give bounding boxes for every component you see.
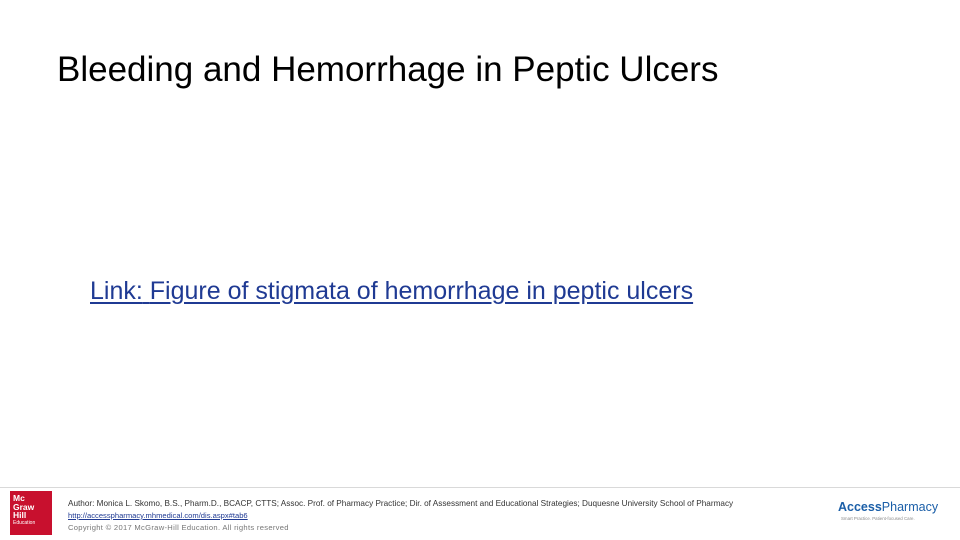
link-text[interactable]: Figure of stigmata of hemorrhage in peptic ulcers: [149, 277, 694, 305]
logo-line-1: Mc: [13, 493, 25, 503]
slide-title: Bleeding and Hemorrhage in Peptic Ulcers: [57, 50, 719, 89]
logo-line-3: Hill: [13, 510, 27, 521]
footer-author-credit: Author: Monica L. Skomo, B.S., Pharm.D., BCACP, CTTS; Assoc. Prof. of Pharmacy Practice; Dir. of Assessment and Educational Strategies; Duquesne University School of Pharmacy: [68, 499, 734, 508]
access-pharmacy-logo: [838, 500, 950, 528]
access-logo-brand: Access: [838, 500, 882, 514]
link-prefix[interactable]: Link:: [90, 277, 143, 305]
logo-line-4: Education: [13, 519, 36, 526]
footer-source-link[interactable]: http://accesspharmacy.mhmedical.com/dis.aspx#tab6: [68, 511, 248, 520]
footer-copyright: Copyright © 2017 McGraw-Hill Education. All rights reserved: [68, 523, 289, 532]
stigmata-figure-link[interactable]: [90, 274, 693, 308]
logo-line-2: Graw: [13, 501, 35, 512]
access-logo-brand-rest: Pharmacy: [881, 500, 939, 514]
access-logo-tagline: Smart Practice. Patient-focused Care.: [841, 516, 915, 521]
footer-divider: [0, 487, 960, 488]
mcgraw-hill-logo: [10, 491, 52, 535]
